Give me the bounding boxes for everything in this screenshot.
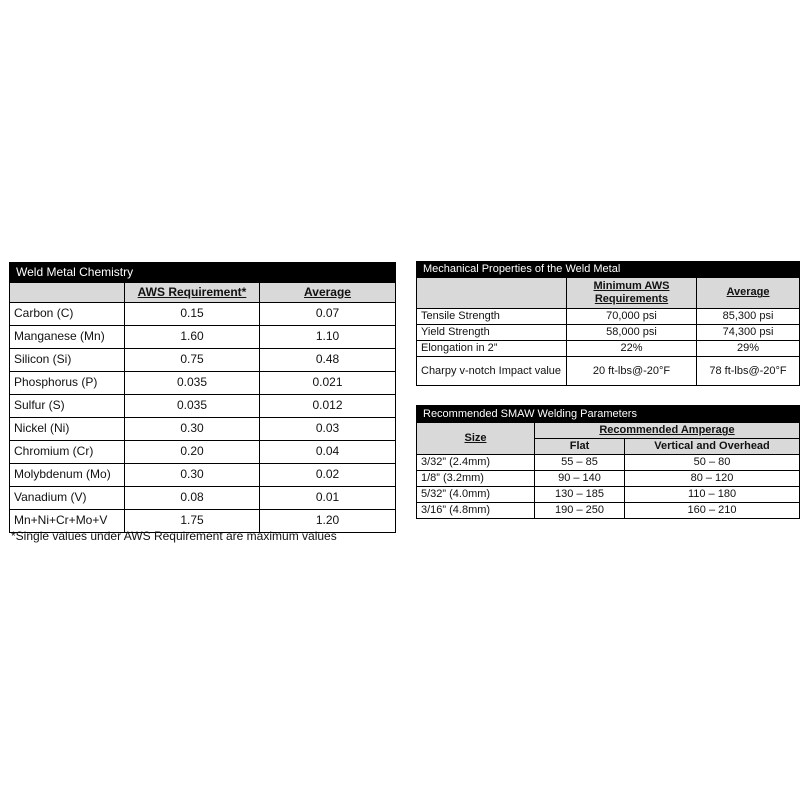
table-row	[10, 326, 396, 349]
mechanical-header-blank	[417, 278, 567, 309]
table-row	[417, 503, 800, 519]
chemistry-aws-value: 0.20	[125, 441, 260, 464]
smaw-title: Recommended SMAW Welding Parameters	[417, 406, 800, 423]
table-row	[417, 309, 800, 325]
mechanical-property: Tensile Strength	[417, 309, 567, 325]
smaw-size: 1/8” (3.2mm)	[417, 471, 535, 487]
mechanical-min-value: 58,000 psi	[567, 325, 697, 341]
smaw-header-amperage: Recommended Amperage	[535, 423, 800, 439]
mechanical-average-value: 29%	[697, 341, 800, 357]
table-row	[417, 325, 800, 341]
smaw-body	[417, 455, 800, 519]
table-row	[10, 372, 396, 395]
smaw-vertical-value: 110 – 180	[625, 487, 800, 503]
mechanical-properties-table	[416, 261, 800, 386]
chemistry-element: Mn+Ni+Cr+Mo+V	[10, 510, 125, 533]
table-row	[10, 487, 396, 510]
mechanical-min-value: 20 ft-lbs@-20°F	[567, 357, 697, 386]
chemistry-aws-value: 0.75	[125, 349, 260, 372]
table-row	[417, 471, 800, 487]
chemistry-average-value: 1.20	[260, 510, 396, 533]
smaw-size: 3/32” (2.4mm)	[417, 455, 535, 471]
smaw-vertical-value: 80 – 120	[625, 471, 800, 487]
chemistry-average-value: 0.48	[260, 349, 396, 372]
chemistry-element: Molybdenum (Mo)	[10, 464, 125, 487]
mechanical-min-value: 70,000 psi	[567, 309, 697, 325]
chemistry-average-value: 0.04	[260, 441, 396, 464]
mechanical-body	[417, 309, 800, 386]
chemistry-element: Phosphorus (P)	[10, 372, 125, 395]
chemistry-average-value: 0.01	[260, 487, 396, 510]
chemistry-element: Manganese (Mn)	[10, 326, 125, 349]
chemistry-average-value: 1.10	[260, 326, 396, 349]
table-row	[10, 464, 396, 487]
mechanical-property: Elongation in 2”	[417, 341, 567, 357]
smaw-header-flat: Flat	[535, 439, 625, 455]
chemistry-header-blank	[10, 283, 125, 303]
chemistry-aws-value: 0.30	[125, 464, 260, 487]
chemistry-title: Weld Metal Chemistry	[10, 263, 396, 283]
chemistry-element: Vanadium (V)	[10, 487, 125, 510]
table-row	[10, 418, 396, 441]
chemistry-aws-value: 0.30	[125, 418, 260, 441]
mechanical-property: Yield Strength	[417, 325, 567, 341]
table-row	[417, 487, 800, 503]
chemistry-aws-value: 0.08	[125, 487, 260, 510]
mechanical-property: Charpy v-notch Impact value	[417, 357, 567, 386]
mechanical-header-average: Average	[697, 278, 800, 309]
chemistry-aws-value: 1.75	[125, 510, 260, 533]
mechanical-average-value: 74,300 psi	[697, 325, 800, 341]
smaw-size: 5/32” (4.0mm)	[417, 487, 535, 503]
smaw-header-vertical: Vertical and Overhead	[625, 439, 800, 455]
chemistry-average-value: 0.02	[260, 464, 396, 487]
chemistry-average-value: 0.012	[260, 395, 396, 418]
smaw-flat-value: 130 – 185	[535, 487, 625, 503]
chemistry-average-value: 0.03	[260, 418, 396, 441]
smaw-vertical-value: 50 – 80	[625, 455, 800, 471]
chemistry-header-aws: AWS Requirement*	[125, 283, 260, 303]
chemistry-average-value: 0.07	[260, 303, 396, 326]
chemistry-element: Silicon (Si)	[10, 349, 125, 372]
chemistry-aws-value: 0.035	[125, 395, 260, 418]
chemistry-element: Chromium (Cr)	[10, 441, 125, 464]
table-row	[10, 303, 396, 326]
chemistry-average-value: 0.021	[260, 372, 396, 395]
weld-metal-chemistry-table	[9, 262, 396, 533]
mechanical-min-value: 22%	[567, 341, 697, 357]
mechanical-header-min: Minimum AWS Requirements	[567, 278, 697, 309]
smaw-size: 3/16” (4.8mm)	[417, 503, 535, 519]
smaw-flat-value: 190 – 250	[535, 503, 625, 519]
mechanical-average-value: 85,300 psi	[697, 309, 800, 325]
chemistry-aws-value: 0.035	[125, 372, 260, 395]
chemistry-aws-value: 0.15	[125, 303, 260, 326]
smaw-flat-value: 55 – 85	[535, 455, 625, 471]
table-row	[10, 395, 396, 418]
chemistry-header-average: Average	[260, 283, 396, 303]
smaw-parameters-table	[416, 405, 800, 519]
table-row	[10, 349, 396, 372]
chemistry-element: Carbon (C)	[10, 303, 125, 326]
table-row	[417, 455, 800, 471]
table-row	[417, 357, 800, 386]
smaw-vertical-value: 160 – 210	[625, 503, 800, 519]
smaw-flat-value: 90 – 140	[535, 471, 625, 487]
table-row	[417, 341, 800, 357]
chemistry-element: Sulfur (S)	[10, 395, 125, 418]
table-row	[10, 441, 396, 464]
chemistry-body	[10, 303, 396, 533]
mechanical-average-value: 78 ft-lbs@-20°F	[697, 357, 800, 386]
chemistry-element: Nickel (Ni)	[10, 418, 125, 441]
chemistry-footnote: *Single values under AWS Requirement are maximum values	[11, 529, 337, 543]
chemistry-aws-value: 1.60	[125, 326, 260, 349]
smaw-header-size: Size	[417, 423, 535, 455]
mechanical-title: Mechanical Properties of the Weld Metal	[417, 262, 800, 278]
